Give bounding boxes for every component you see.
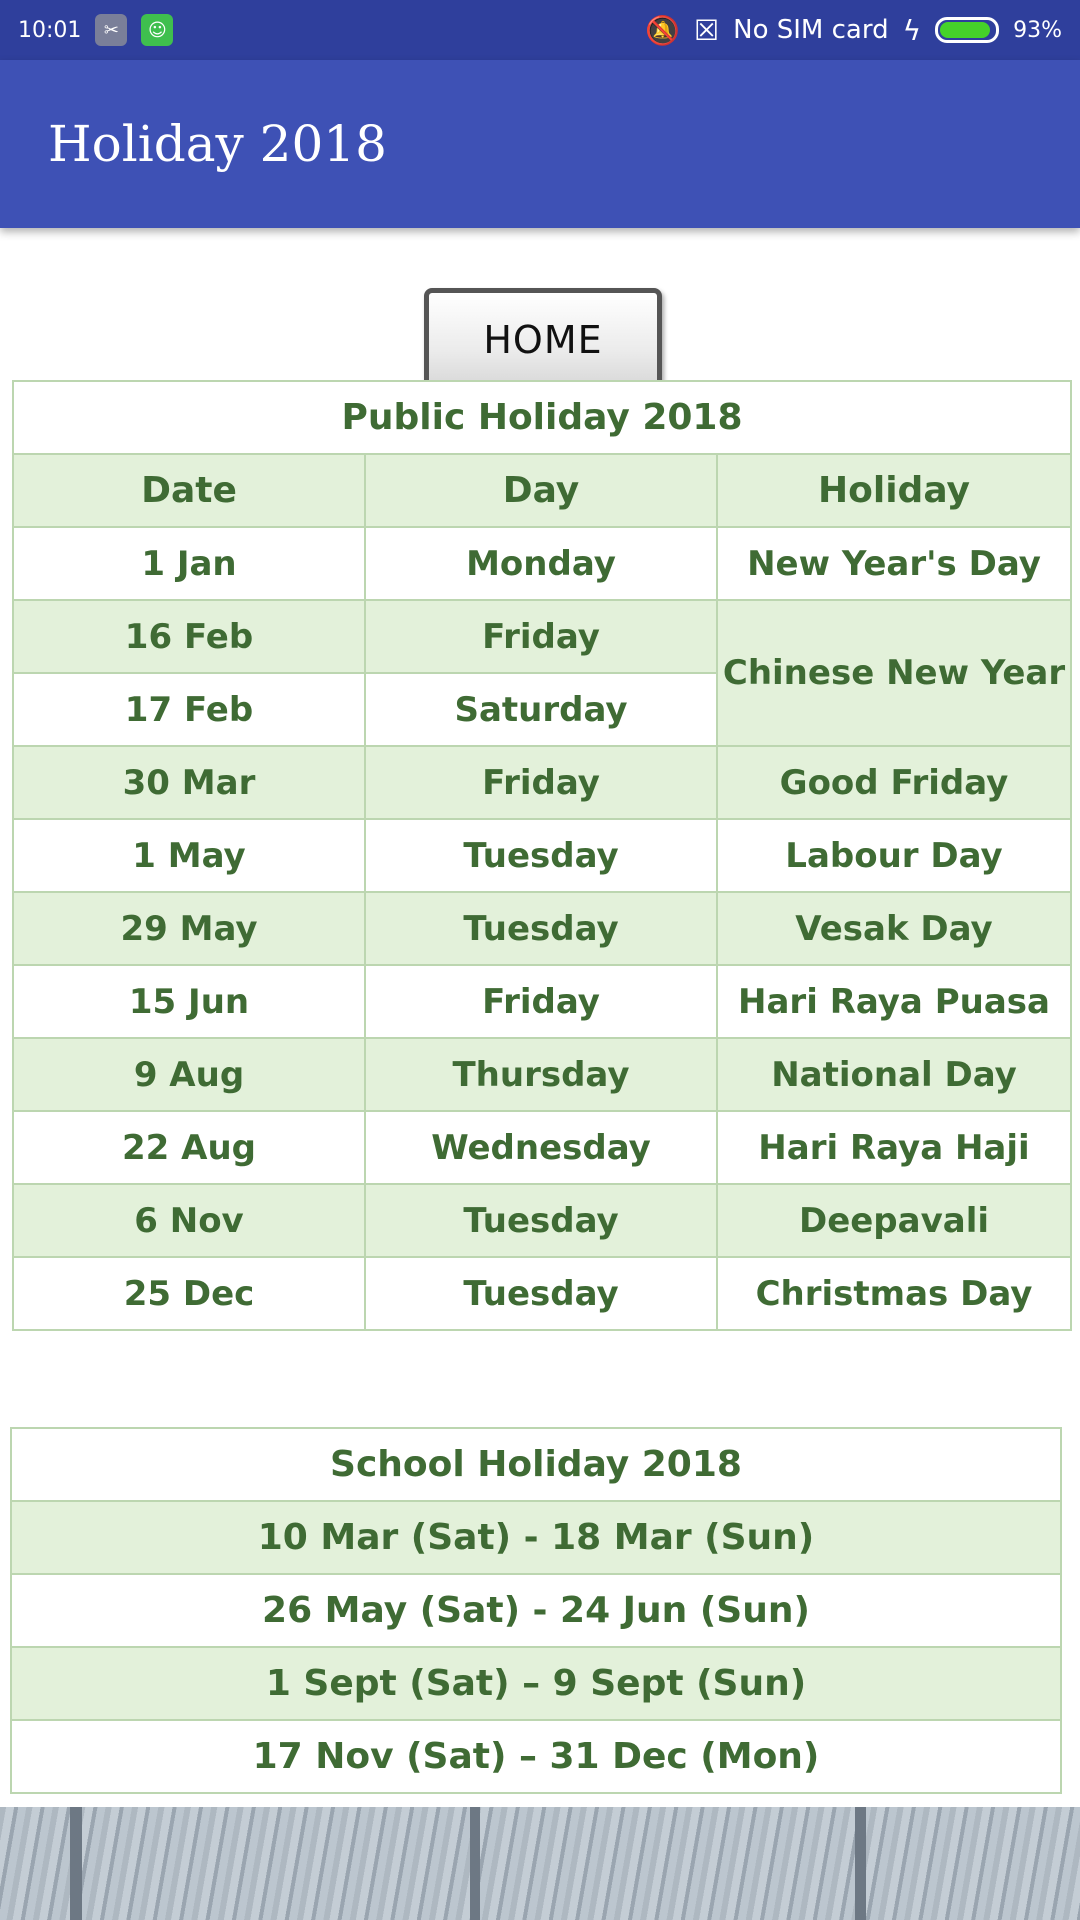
table-row: [13, 1111, 1071, 1184]
school-period-cell: 17 Nov (Sat) – 31 Dec (Mon): [11, 1720, 1061, 1793]
date-cell: 16 Feb: [13, 600, 365, 673]
holiday-cell: Hari Raya Puasa: [717, 965, 1071, 1038]
holiday-cell: Vesak Day: [717, 892, 1071, 965]
header-holiday: Holiday: [717, 454, 1071, 527]
battery-icon: [935, 17, 999, 43]
holiday-cell: Chinese New Year: [717, 600, 1071, 746]
header-day: Day: [365, 454, 717, 527]
charging-bolt-icon: ϟ: [902, 13, 922, 47]
holiday-cell: Deepavali: [717, 1184, 1071, 1257]
app-title: Holiday 2018: [48, 115, 387, 173]
day-cell: Tuesday: [365, 1184, 717, 1257]
header-date: Date: [13, 454, 365, 527]
day-cell: Friday: [365, 600, 717, 673]
table-row: [11, 1647, 1061, 1720]
table-row: [13, 600, 1071, 673]
public-table-title-row: [13, 381, 1071, 454]
sim-x-icon: ☒: [694, 13, 720, 47]
public-holiday-table: [12, 380, 1072, 1331]
table-row: [13, 1184, 1071, 1257]
public-table-title: Public Holiday 2018: [13, 381, 1071, 454]
day-cell: Thursday: [365, 1038, 717, 1111]
date-cell: 22 Aug: [13, 1111, 365, 1184]
home-button[interactable]: HOME: [424, 288, 662, 392]
school-table-title: School Holiday 2018: [11, 1428, 1061, 1501]
day-cell: Tuesday: [365, 1257, 717, 1330]
day-cell: Monday: [365, 527, 717, 600]
table-row: [13, 1038, 1071, 1111]
date-cell: 15 Jun: [13, 965, 365, 1038]
holiday-cell: Christmas Day: [717, 1257, 1071, 1330]
table-row: [13, 819, 1071, 892]
school-table-title-row: [11, 1428, 1061, 1501]
table-row: [13, 892, 1071, 965]
school-holiday-table: [10, 1427, 1062, 1794]
day-cell: Wednesday: [365, 1111, 717, 1184]
table-row: [11, 1574, 1061, 1647]
date-cell: 30 Mar: [13, 746, 365, 819]
day-cell: Saturday: [365, 673, 717, 746]
holiday-cell: Hari Raya Haji: [717, 1111, 1071, 1184]
date-cell: 1 Jan: [13, 527, 365, 600]
holiday-cell: Labour Day: [717, 819, 1071, 892]
bell-off-icon: 🔕: [645, 13, 681, 47]
date-cell: 9 Aug: [13, 1038, 365, 1111]
status-time: 10:01: [18, 17, 82, 43]
sim-status-text: No SIM card: [733, 15, 889, 45]
table-row: [13, 1257, 1071, 1330]
status-bar: [0, 0, 1080, 60]
date-cell: 25 Dec: [13, 1257, 365, 1330]
table-row: [11, 1501, 1061, 1574]
day-cell: Friday: [365, 965, 717, 1038]
date-cell: 1 May: [13, 819, 365, 892]
status-left: [18, 14, 173, 46]
holiday-cell: National Day: [717, 1038, 1071, 1111]
day-cell: Tuesday: [365, 819, 717, 892]
date-cell: 29 May: [13, 892, 365, 965]
battery-percent: 93%: [1013, 17, 1062, 43]
school-period-cell: 10 Mar (Sat) - 18 Mar (Sun): [11, 1501, 1061, 1574]
battery-fill: [940, 22, 990, 38]
day-cell: Friday: [365, 746, 717, 819]
table-row: [13, 527, 1071, 600]
public-table-header-row: [13, 454, 1071, 527]
scissors-icon: ✂: [95, 14, 127, 46]
date-cell: 6 Nov: [13, 1184, 365, 1257]
app-bar: [0, 60, 1080, 228]
table-row: [13, 746, 1071, 819]
status-right: [645, 14, 1062, 47]
wood-texture-background: [0, 1807, 1080, 1920]
table-row: [13, 965, 1071, 1038]
table-row: [11, 1720, 1061, 1793]
day-cell: Tuesday: [365, 892, 717, 965]
holiday-cell: Good Friday: [717, 746, 1071, 819]
holiday-cell: New Year's Day: [717, 527, 1071, 600]
cat-icon: ☺: [141, 14, 173, 46]
school-period-cell: 26 May (Sat) - 24 Jun (Sun): [11, 1574, 1061, 1647]
school-period-cell: 1 Sept (Sat) – 9 Sept (Sun): [11, 1647, 1061, 1720]
date-cell: 17 Feb: [13, 673, 365, 746]
